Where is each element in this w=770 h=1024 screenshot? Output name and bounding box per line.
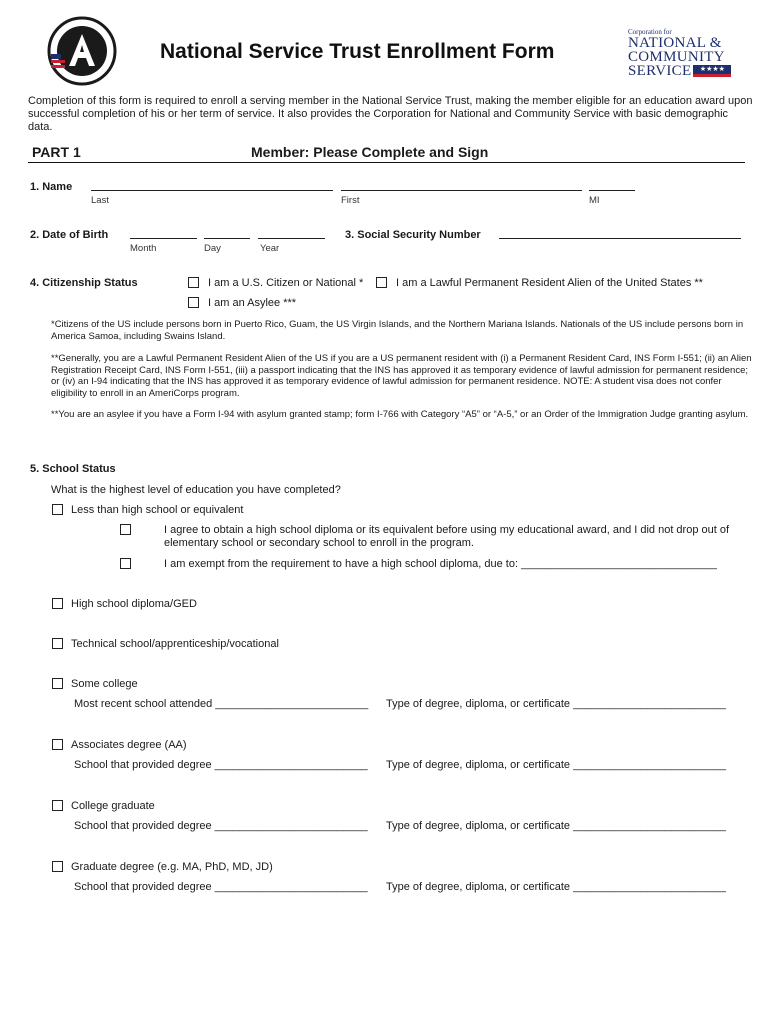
associates-school-field[interactable]: School that provided degree _________________________ — [74, 759, 368, 771]
associates-checkbox[interactable] — [52, 739, 63, 750]
ssn-field[interactable] — [499, 238, 741, 239]
school-question: What is the highest level of education you have completed? — [51, 484, 341, 496]
part-label: PART 1 — [32, 144, 81, 160]
exempt-checkbox[interactable] — [120, 558, 131, 569]
hs-checkbox[interactable] — [52, 598, 63, 609]
agree-option: I agree to obtain a high school diploma or its equivalent before using my educational award, and I did not drop out of elementary school or secondary school to enroll in the program. — [164, 524, 730, 549]
day-caption: Day — [204, 243, 221, 254]
citizen-option: I am a U.S. Citizen or National * — [208, 277, 364, 289]
last-name-field[interactable] — [91, 190, 333, 191]
page-title: National Service Trust Enrollment Form — [160, 40, 555, 63]
first-name-field[interactable] — [341, 190, 582, 191]
graduate-option: Graduate degree (e.g. MA, PhD, MD, JD) — [71, 861, 273, 873]
dob-month-field[interactable] — [130, 238, 197, 239]
americorps-logo — [47, 16, 117, 86]
last-caption: Last — [91, 195, 109, 206]
mi-field[interactable] — [589, 190, 635, 191]
intro-text: Completion of this form is required to enroll a serving member in the National Service Trust, making the member eligible for an education award upon successful completion of his or her term of service. It also provides the Corporation for National and Community Service with basic demographic data. — [28, 95, 753, 133]
college-grad-degree-type-field[interactable]: Type of degree, diploma, or certificate _________________________ — [386, 820, 727, 832]
resident-footnote: **Generally, you are a Lawful Permanent Resident Alien of the US if you are a US permanent resident with (i) a Permanent Resident Card, INS Form I-551; (ii) an Alien Registration Receipt Card, INS Form I-551, (iii) a passport indicating that the INS has approved it as temporary evidence of lawful admission for permanent residence; or (iv) an I-94 indicating that the INS has approved it as temporary evidence of lawful admission for permanent residence. NOTE: A student visa does not confer eligibility to enroll in an AmeriCorps program. — [51, 353, 752, 399]
year-caption: Year — [260, 243, 280, 254]
less-than-hs-checkbox[interactable] — [52, 504, 63, 515]
asylee-option: I am an Asylee *** — [208, 297, 297, 309]
college-grad-school-field[interactable]: School that provided degree _________________________ — [74, 820, 368, 832]
first-caption: First — [341, 195, 360, 206]
citizen-footnote: *Citizens of the US include persons born in Puerto Rico, Guam, the US Virgin Islands, and the Northern Mariana Islands. Nationals of the US include persons born in America Samoa, including Swains Island. — [51, 319, 744, 342]
resident-checkbox[interactable] — [376, 277, 387, 288]
resident-option: I am a Lawful Permanent Resident Alien of the United States ** — [396, 277, 703, 289]
part-header — [28, 144, 745, 163]
exempt-option: I am exempt from the requirement to have a high school diploma, due to: ________________________________ — [164, 558, 717, 570]
some-college-checkbox[interactable] — [52, 678, 63, 689]
cncs-logo: Corporation for NATIONAL & COMMUNITY SERVICE ★★★★ — [628, 28, 736, 80]
flag-stripe-icon: ★★★★ — [693, 65, 731, 77]
dob-label: 2. Date of Birth — [30, 229, 109, 241]
tech-checkbox[interactable] — [52, 638, 63, 649]
college-grad-option: College graduate — [71, 800, 155, 812]
dob-day-field[interactable] — [204, 238, 250, 239]
name-label: 1. Name — [30, 181, 73, 193]
graduate-degree-type-field[interactable]: Type of degree, diploma, or certificate _________________________ — [386, 881, 727, 893]
some-college-option: Some college — [71, 678, 138, 690]
most-recent-school-field[interactable]: Most recent school attended _________________________ — [74, 698, 369, 710]
month-caption: Month — [130, 243, 157, 254]
part-heading: Member: Please Complete and Sign — [251, 144, 489, 160]
graduate-checkbox[interactable] — [52, 861, 63, 872]
asylee-footnote: **You are an asylee if you have a Form I-94 with asylum granted stamp; form I-766 with Category “A5” or “A-5,” or an Order of the Immigration Judge granting asylum. — [51, 409, 749, 420]
less-than-hs-option: Less than high school or equivalent — [71, 504, 244, 516]
ssn-label: 3. Social Security Number — [345, 229, 481, 241]
graduate-school-field[interactable]: School that provided degree _________________________ — [74, 881, 368, 893]
college-grad-checkbox[interactable] — [52, 800, 63, 811]
agree-checkbox[interactable] — [120, 524, 131, 535]
citizen-checkbox[interactable] — [188, 277, 199, 288]
tech-option: Technical school/apprenticeship/vocational — [71, 638, 279, 650]
some-college-degree-type-field[interactable]: Type of degree, diploma, or certificate _________________________ — [386, 698, 727, 710]
associates-option: Associates degree (AA) — [71, 739, 187, 751]
asylee-checkbox[interactable] — [188, 297, 199, 308]
citizenship-label: 4. Citizenship Status — [30, 277, 138, 289]
associates-degree-type-field[interactable]: Type of degree, diploma, or certificate _________________________ — [386, 759, 727, 771]
hs-option: High school diploma/GED — [71, 598, 197, 610]
dob-year-field[interactable] — [258, 238, 325, 239]
mi-caption: MI — [589, 195, 600, 206]
school-status-label: 5. School Status — [30, 463, 116, 475]
